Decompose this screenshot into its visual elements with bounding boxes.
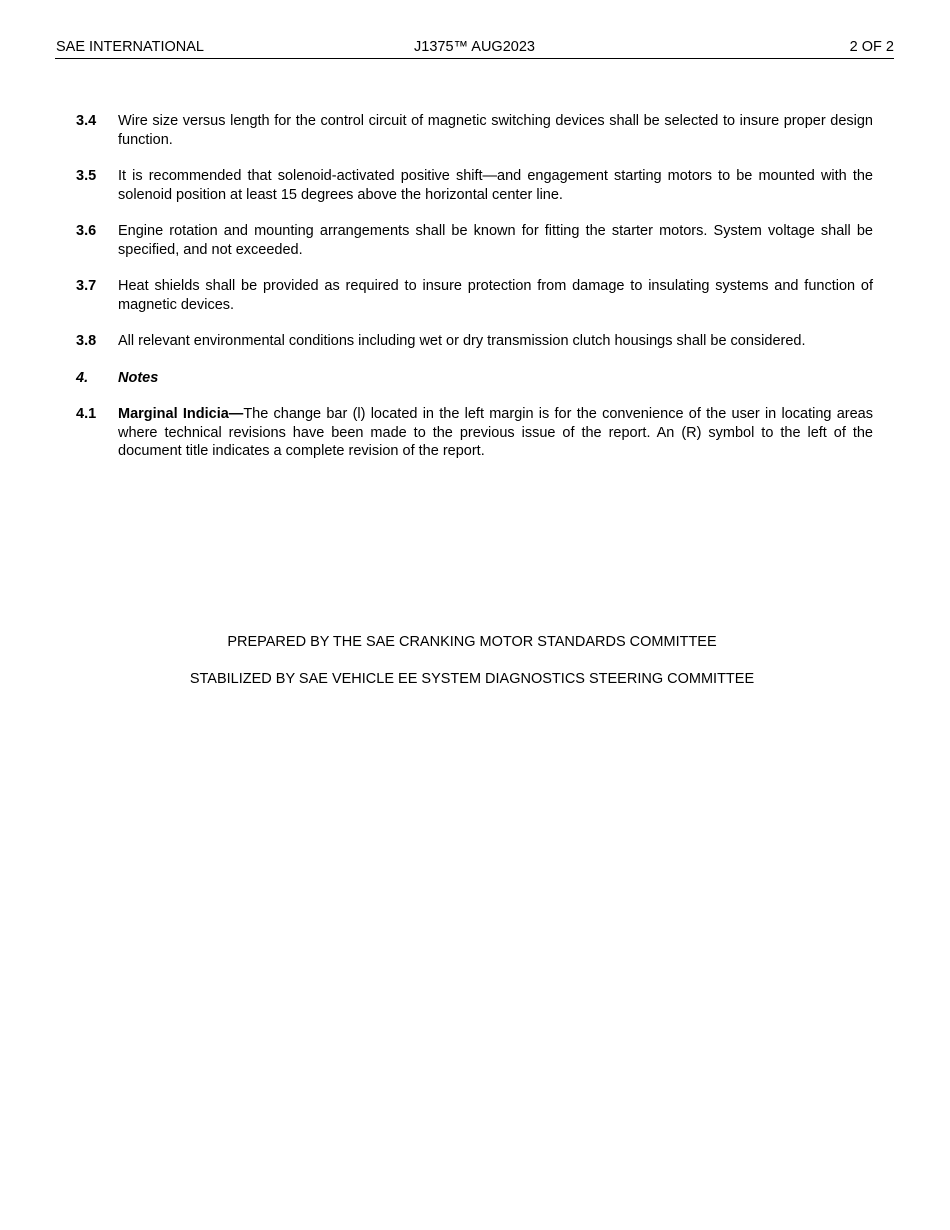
clause-number: 3.6 — [76, 223, 97, 239]
document-body — [76, 112, 873, 479]
clause-text — [118, 405, 873, 461]
stabilized-by-committee: STABILIZED BY SAE VEHICLE EE SYSTEM DIAGNOSTICS STEERING COMMITTEE — [189, 671, 755, 687]
section-number: 4. — [76, 369, 89, 386]
header-organization: SAE INTERNATIONAL — [56, 39, 204, 55]
clause-text: Wire size versus length for the control circuit of magnetic switching devices shall be selected to insure proper design function. — [118, 113, 873, 148]
clause-number: 3.4 — [76, 113, 97, 129]
clause-3-7 — [76, 277, 873, 314]
clause-number: 4.1 — [76, 406, 97, 422]
page-header — [55, 38, 894, 59]
header-page-number: 2 OF 2 — [849, 39, 894, 55]
clause-body: The change bar (l) located in the left margin is for the convenience of the user in locating areas where technical revisions have been made to the previous issue of the report. An (R) symbol to the left of the document title indicates a complete revision of the report. — [118, 406, 873, 459]
prepared-by-committee: PREPARED BY THE SAE CRANKING MOTOR STANDARDS COMMITTEE — [227, 634, 717, 650]
section-title: Notes — [118, 369, 159, 386]
clause-3-4 — [76, 112, 873, 149]
clause-number: 3.5 — [76, 168, 97, 184]
clause-text: Heat shields shall be provided as required to insure protection from damage to insulating systems and function of magnetic devices. — [118, 278, 873, 313]
clause-lead-title: Marginal Indicia— — [118, 406, 244, 422]
section-4-heading — [76, 369, 873, 388]
clause-4-1 — [76, 405, 873, 461]
clause-number: 3.8 — [76, 333, 97, 349]
clause-3-5 — [76, 167, 873, 204]
clause-number: 3.7 — [76, 278, 97, 294]
header-document-id: J1375™ AUG2023 — [414, 39, 535, 55]
clause-3-6 — [76, 222, 873, 259]
clause-3-8 — [76, 332, 873, 351]
clause-text: Engine rotation and mounting arrangements shall be known for fitting the starter motors. System voltage shall be specified, and not exceeded. — [118, 223, 873, 258]
clause-text: It is recommended that solenoid-activated positive shift—and engagement starting motors to be mounted with the solenoid position at least 15 degrees above the horizontal center line. — [118, 168, 873, 203]
clause-text: All relevant environmental conditions including wet or dry transmission clutch housings shall be considered. — [118, 333, 806, 349]
